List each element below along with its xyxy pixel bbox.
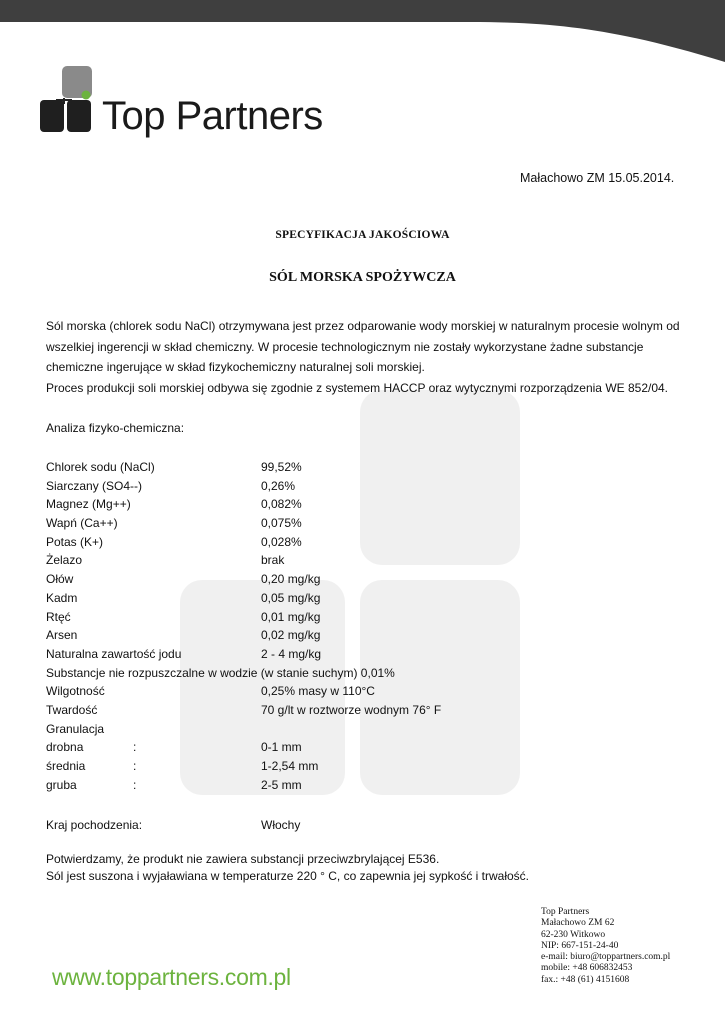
- grain-name: gruba: [46, 777, 77, 792]
- grain-name: średnia: [46, 759, 86, 773]
- param-value: 0,082%: [261, 497, 302, 512]
- date-line: Małachowo ZM 15.05.2014.: [520, 171, 675, 185]
- param-name: Naturalna zawartość jodu: [46, 646, 182, 661]
- header-band: [0, 0, 725, 62]
- origin-value: Włochy: [261, 818, 301, 832]
- param-value: 0,01 mg/kg: [261, 609, 321, 624]
- param-value: 0,20 mg/kg: [261, 572, 321, 587]
- grain-value: 1-2,54 mm: [261, 759, 319, 773]
- contact-nip: NIP: 667-151-24-40: [541, 940, 619, 951]
- analysis-row: [46, 477, 686, 496]
- confirmation-line: Sól jest suszona i wyjaławiana w temperaturze 220 ° C, co zapewnia jej sypkość i trwałość.: [46, 868, 530, 883]
- param-value: 70 g/lt w roztworze wodnym 76° F: [261, 702, 442, 717]
- param-name: Siarczany (SO4--): [46, 478, 143, 493]
- param-value: 0,05 mg/kg: [261, 590, 321, 605]
- origin-label: Kraj pochodzenia:: [46, 818, 143, 832]
- param-name: Granulacja: [46, 721, 105, 736]
- param-value: 99,52%: [261, 460, 302, 474]
- param-name: Ołów: [46, 572, 74, 587]
- analysis-row: [46, 589, 686, 608]
- param-name: Żelazo: [46, 553, 83, 568]
- param-name: Potas (K+): [46, 534, 104, 549]
- param-name: Magnez (Mg++): [46, 497, 131, 512]
- contact-fax: fax.: +48 (61) 4151608: [541, 974, 630, 985]
- intro-text: [46, 316, 686, 398]
- analysis-row: [46, 626, 686, 645]
- analysis-row: [46, 720, 686, 739]
- brand-name: Top Partners: [102, 94, 323, 138]
- grain-colon: :: [133, 759, 137, 773]
- param-value: 0,028%: [261, 534, 302, 549]
- origin-row: [46, 816, 686, 834]
- contact-email: e-mail: biuro@toppartners.com.pl: [541, 952, 671, 963]
- grain-colon: :: [133, 777, 137, 792]
- confirmation-line: Potwierdzamy, że produkt nie zawiera substancji przeciwzbrylającej E536.: [46, 852, 440, 866]
- contact-company: Top Partners: [541, 907, 590, 917]
- intro-paragraph: Proces produkcji soli morskiej odbywa się zgodnie z systemem HACCP oraz wytycznymi rozporządzenia WE 852/04.: [46, 380, 669, 395]
- granulation-row: [46, 757, 686, 776]
- param-value: 0,075%: [261, 516, 302, 531]
- analysis-list: [46, 458, 686, 794]
- contact-address: Małachowo ZM 62: [541, 918, 615, 929]
- param-name: Rtęć: [46, 609, 71, 624]
- website-link[interactable]: www.toppartners.com.pl: [52, 964, 291, 990]
- granulation-row: [46, 738, 686, 757]
- param-value: brak: [261, 553, 285, 568]
- analysis-row: [46, 458, 686, 477]
- param-name: Arsen: [46, 628, 78, 643]
- confirmation-text: [46, 851, 686, 884]
- contact-block: [541, 907, 670, 986]
- param-value: 0,02 mg/kg: [261, 628, 321, 643]
- analysis-row: [46, 514, 686, 533]
- analysis-row: [46, 664, 686, 683]
- analysis-row: [46, 551, 686, 570]
- analysis-row: [46, 533, 686, 552]
- param-name: Wilgotność: [46, 684, 105, 699]
- grain-name: drobna: [46, 740, 84, 755]
- param-value: 0,25% masy w 110°C: [261, 684, 375, 699]
- contact-mobile: mobile: +48 606832453: [541, 963, 633, 974]
- grain-value: 0-1 mm: [261, 740, 302, 755]
- analysis-row: [46, 701, 686, 720]
- contact-postcode: 62-230 Witkowo: [541, 929, 606, 940]
- param-name: Wapń (Ca++): [46, 516, 118, 531]
- analysis-row: [46, 608, 686, 627]
- analysis-row: [46, 570, 686, 589]
- grain-value: 2-5 mm: [261, 777, 302, 792]
- analysis-row: [46, 682, 686, 701]
- param-name: Kadm: [46, 590, 78, 605]
- param-name: Substancje nie rozpuszczalne w wodzie (w stanie suchym) 0,01%: [46, 665, 395, 680]
- param-name: Twardość: [46, 702, 98, 717]
- granulation-row: [46, 776, 686, 795]
- product-title: SÓL MORSKA SPOŻYWCZA: [269, 270, 456, 285]
- analysis-row: [46, 495, 686, 514]
- param-value: 0,26%: [261, 478, 296, 493]
- grain-colon: :: [133, 740, 137, 755]
- param-name: Chlorek sodu (NaCl): [46, 460, 155, 474]
- param-value: 2 - 4 mg/kg: [261, 646, 322, 661]
- spec-title: SPECYFIKACJA JAKOŚCIOWA: [275, 229, 450, 241]
- intro-paragraph: Sól morska (chlorek sodu NaCl) otrzymywana jest przez odparowanie wody morskiej w naturalnym procesie wolnym od wszelkiej ingerencji w skład chemiczny. W procesie technologicznym nie zostały wykorzystane żadne substancje chemiczne ingerujące w skład fizykochemiczny naturalnej soli morskiej.: [46, 319, 680, 374]
- analysis-row: [46, 645, 686, 664]
- analysis-label: Analiza fizyko-chemiczna:: [46, 421, 185, 435]
